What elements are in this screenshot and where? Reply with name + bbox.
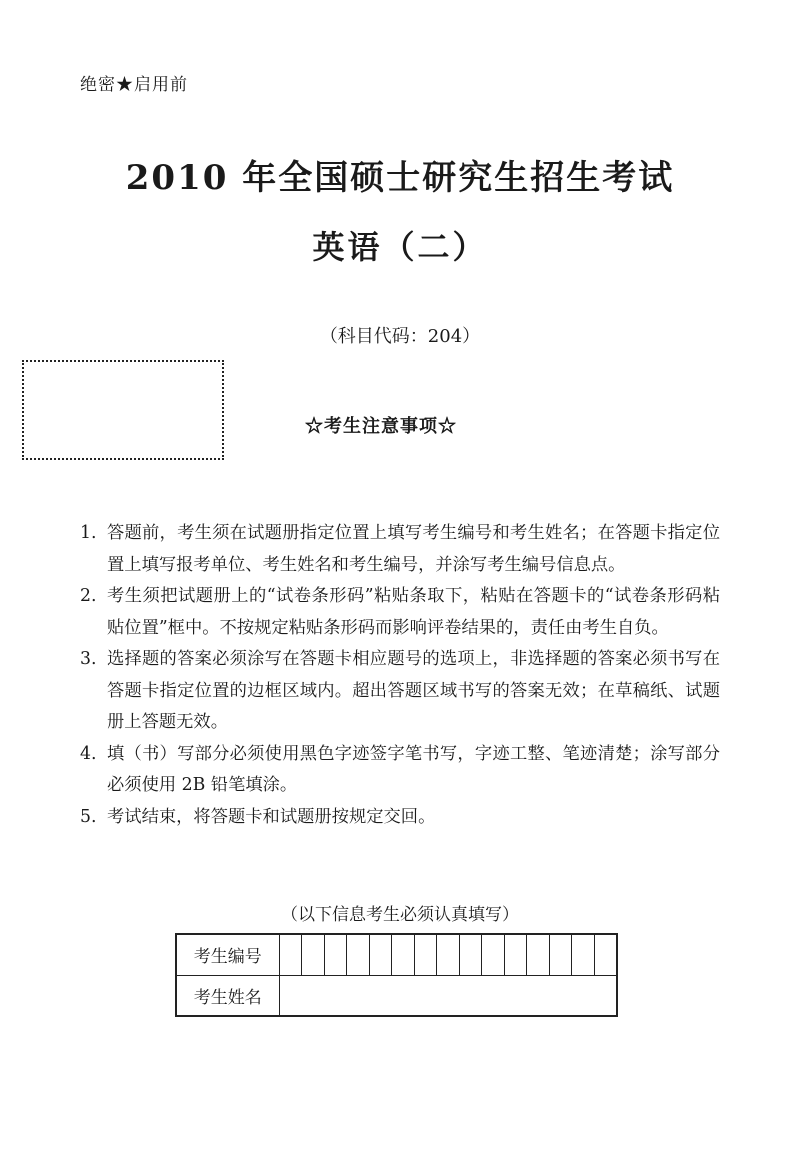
candidate-id-digit-box[interactable] (279, 934, 302, 975)
instruction-text: 选择题的答案必须涂写在答题卡相应题号的选项上，非选择题的答案必须书写在答题卡指定位置的边框区域内。超出答题区域书写的答案无效；在草稿纸、试题册上答题无效。 (107, 649, 720, 732)
subject-code: （科目代码：204） (319, 326, 481, 347)
instruction-text: 考试结束，将答题卡和试题册按规定交回。 (107, 806, 436, 827)
candidate-id-digit-box[interactable] (324, 934, 347, 975)
instruction-number: 2. (80, 586, 97, 606)
candidate-name-label: 考生姓名 (176, 975, 279, 1016)
candidate-id-row (176, 934, 617, 975)
instruction-item (80, 518, 720, 581)
candidate-id-digit-box[interactable] (482, 934, 505, 975)
candidate-id-digit-box[interactable] (572, 934, 595, 975)
instruction-text: 考生须把试题册上的“试卷条形码”粘贴条取下，粘贴在答题卡的“试卷条形码粘贴位置”框中。不按规定粘贴条形码而影响评卷结果的，责任由考生自负。 (107, 586, 720, 638)
candidate-id-digit-box[interactable] (549, 934, 572, 975)
candidate-id-digit-box[interactable] (302, 934, 325, 975)
instruction-item (80, 802, 720, 834)
candidate-id-digit-box[interactable] (369, 934, 392, 975)
instruction-item (80, 644, 720, 739)
notice-title: ☆考生注意事项☆ (305, 416, 457, 437)
instruction-item (80, 581, 720, 644)
candidate-id-digit-box[interactable] (347, 934, 370, 975)
candidate-id-digit-box[interactable] (414, 934, 437, 975)
instruction-item (80, 739, 720, 802)
candidate-name-row (176, 975, 617, 1016)
candidate-name-field[interactable] (279, 975, 617, 1016)
instruction-number: 3. (80, 649, 97, 669)
candidate-info-table (175, 933, 618, 1017)
candidate-id-digit-box[interactable] (504, 934, 527, 975)
barcode-placement-box (22, 360, 224, 460)
candidate-id-digit-box[interactable] (527, 934, 550, 975)
instruction-text: 答题前，考生须在试题册指定位置上填写考生编号和考生姓名；在答题卡指定位置上填写报考单位、考生姓名和考生编号，并涂写考生编号信息点。 (107, 523, 720, 575)
instruction-number: 1. (80, 523, 97, 543)
instruction-number: 4. (80, 743, 97, 764)
candidate-id-digit-box[interactable] (459, 934, 482, 975)
instruction-number: 5. (80, 806, 97, 827)
subject-title: 英语（二） (312, 228, 488, 266)
instruction-list (80, 518, 720, 833)
confidential-label: 绝密★启用前 (80, 75, 188, 95)
candidate-id-digit-box[interactable] (594, 934, 617, 975)
fill-instruction-note: （以下信息考生必须认真填写） (281, 905, 519, 925)
candidate-id-digit-box[interactable] (437, 934, 460, 975)
candidate-id-digit-box[interactable] (392, 934, 415, 975)
instruction-text: 填（书）写部分必须使用黑色字迹签字笔书写，字迹工整、笔迹清楚；涂写部分必须使用 2B 铅笔填涂。 (107, 743, 720, 795)
exam-title: 2010 年全国硕士研究生招生考试 (125, 158, 675, 198)
candidate-id-label: 考生编号 (176, 934, 279, 975)
